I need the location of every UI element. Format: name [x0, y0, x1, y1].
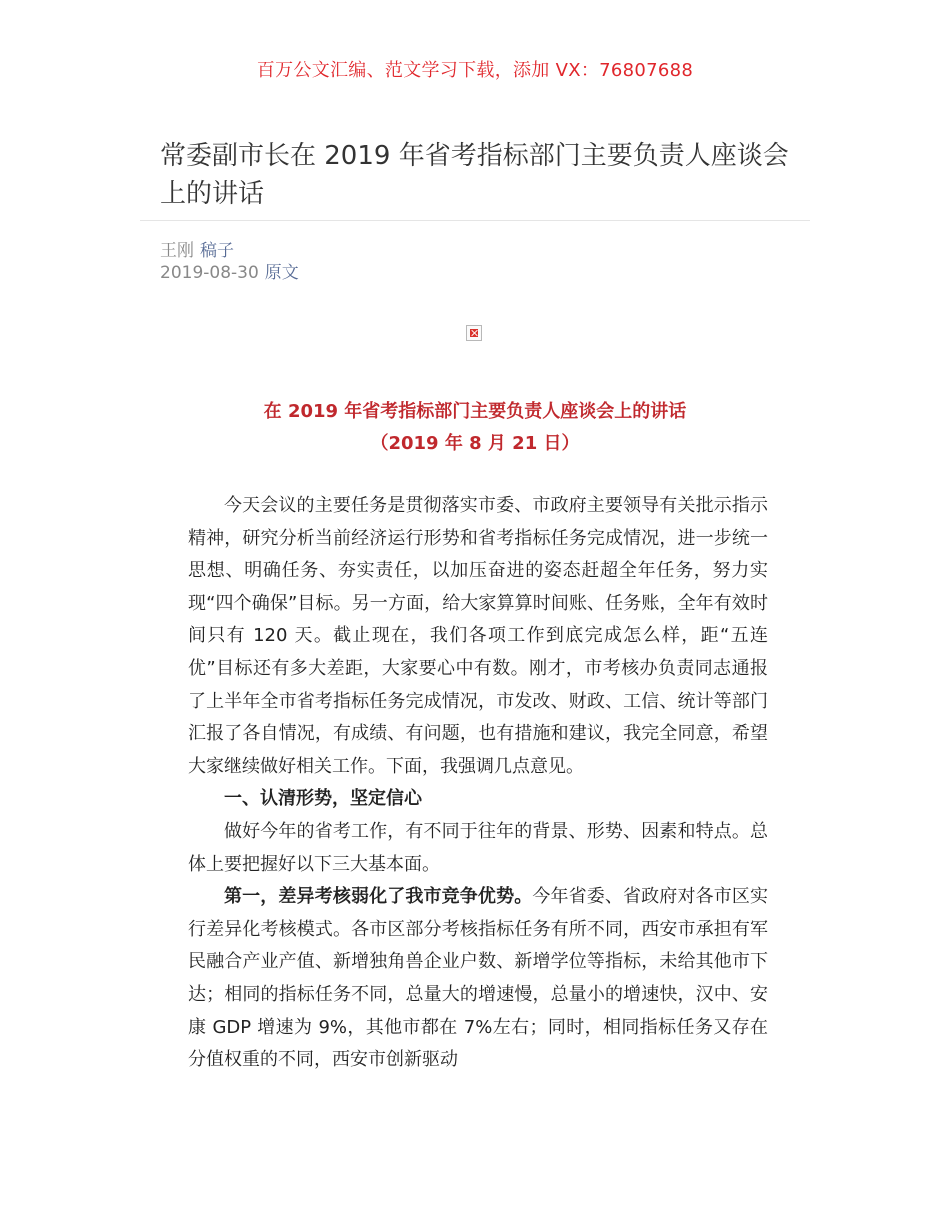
article-author-line: [160, 240, 234, 262]
title-divider: [140, 220, 810, 221]
section-heading: 一、认清形势，坚定信心: [224, 788, 422, 810]
article-date-line: [160, 262, 299, 284]
point-one-lead: 第一，差异考核弱化了我市竞争优势。: [224, 886, 533, 908]
promo-banner: 百万公文汇编、范文学习下载，添加 VX：76807688: [256, 60, 694, 81]
document-date-subheading: （2019 年 8 月 21 日）: [370, 433, 580, 454]
broken-image-icon: [466, 325, 482, 341]
document-body: [188, 490, 768, 1077]
account-link[interactable]: 稿子: [200, 241, 234, 261]
paragraph-intro: 今天会议的主要任务是贯彻落实市委、市政府主要领导有关批示指示精神，研究分析当前经济运行形势和省考指标任务完成情况，进一步统一思想、明确任务、夯实责任，以加压奋进的姿态赶超全年任务，努力实现“四个确保”目标。另一方面，给大家算算时间账、任务账，全年有效时间只有 120 天。截止现在，我们各项工作到底完成怎么样，距“五连优”目标还有多大差距，大家要心中有数。刚才，市考核办负责同志通报了上半年全市省考指标任务完成情况，市发改、财政、工信、统计等部门汇报了各自情况，有成绩、有问题，也有措施和建议，我完全同意，希望大家继续做好相关工作。下面，我强调几点意见。: [188, 495, 768, 777]
original-article-link[interactable]: 原文: [264, 263, 299, 283]
paragraph-point-one: [188, 881, 768, 1077]
article-title: 常委副市长在 2019 年省考指标部门主要负责人座谈会上的讲话: [160, 141, 789, 209]
document-heading: 在 2019 年省考指标部门主要负责人座谈会上的讲话: [263, 401, 687, 422]
publish-date: 2019-08-30: [160, 263, 259, 283]
author-name: 王刚: [160, 241, 194, 261]
point-one-text: 今年省委、省政府对各市区实行差异化考核模式。各市区部分考核指标任务有所不同，西安市承担有军民融合产业产值、新增独角兽企业户数、新增学位等指标，未给其他市下达；相同的指标任务不同，总量大的增速慢，总量小的增速快，汉中、安康 GDP 增速为 9%，其他市都在 7%左右；同时，相同指标任务又存在分值权重的不同，西安市创新驱动: [188, 886, 768, 1071]
paragraph-overview: 做好今年的省考工作，有不同于往年的背景、形势、因素和特点。总体上要把握好以下三大基本面。: [188, 820, 768, 875]
